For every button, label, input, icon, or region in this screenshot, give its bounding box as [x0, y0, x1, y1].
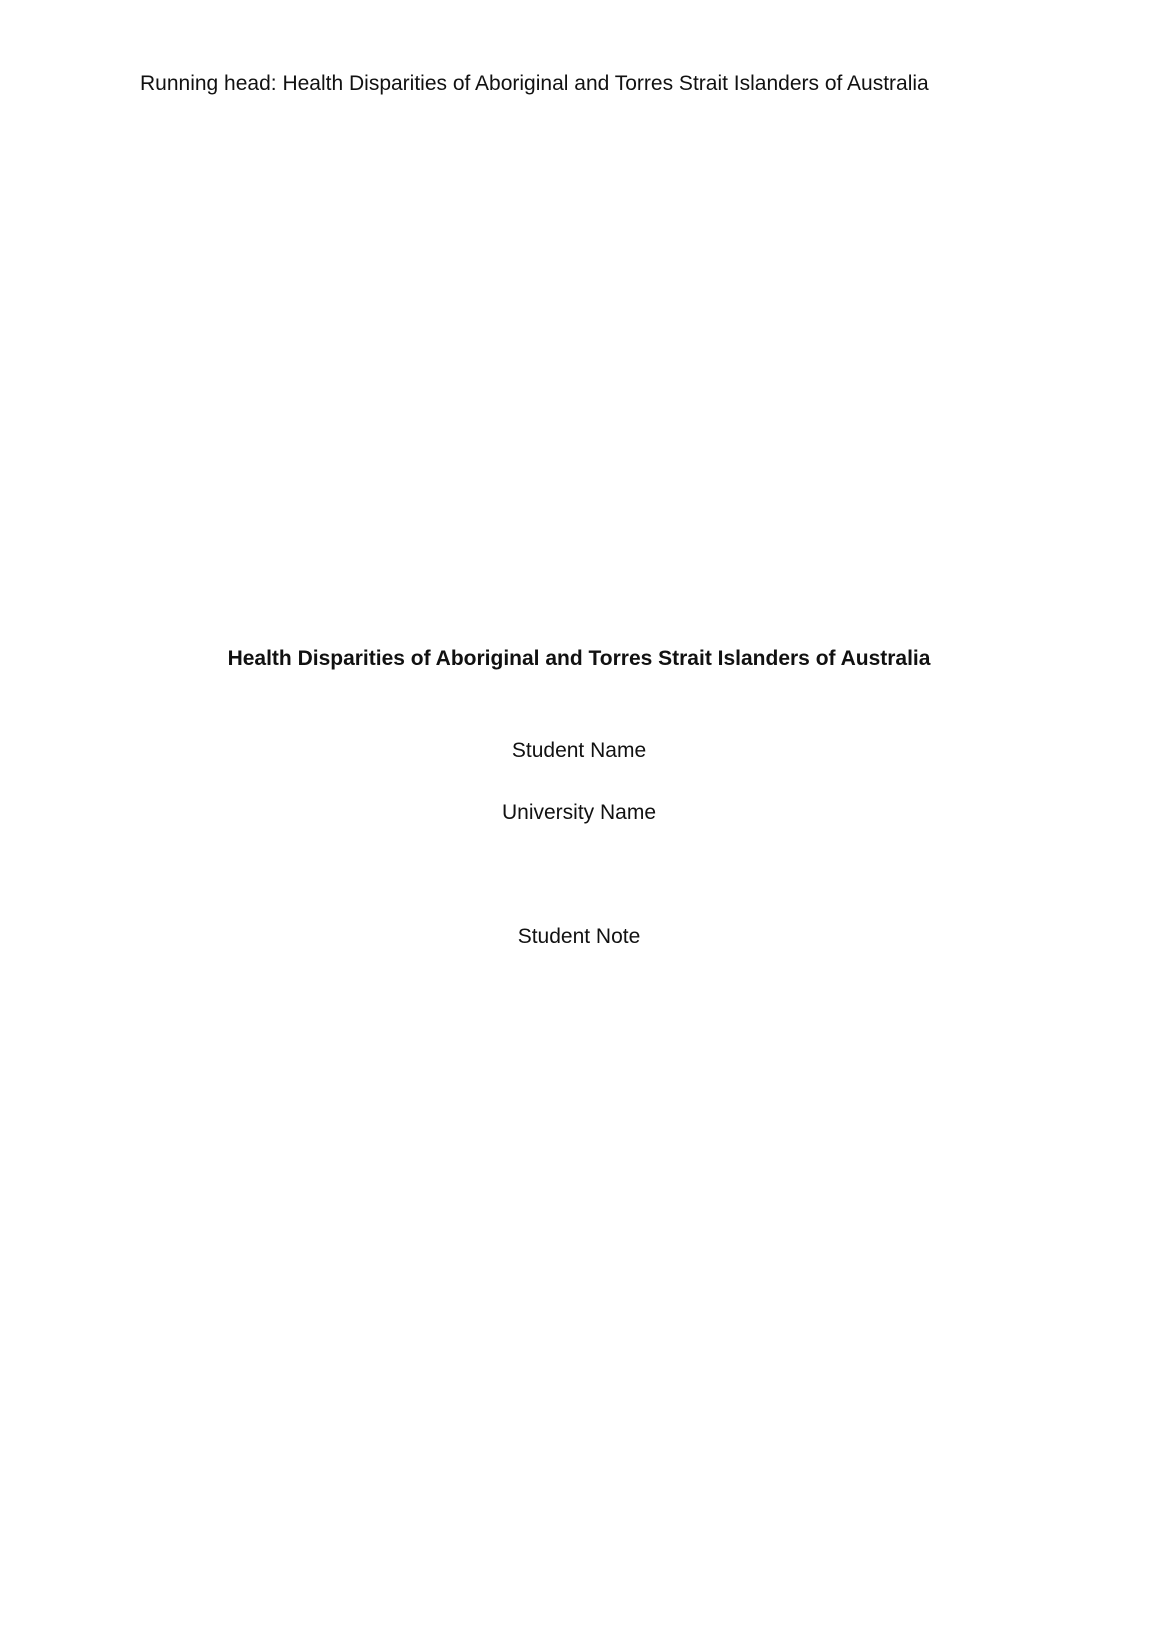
- document-title: Health Disparities of Aboriginal and Torres Strait Islanders of Australia: [227, 647, 931, 670]
- student-name: Student Name: [511, 739, 647, 762]
- student-note: Student Note: [517, 925, 641, 948]
- running-head: Running head: Health Disparities of Aboriginal and Torres Strait Islanders of Australia: [140, 72, 929, 95]
- university-name: University Name: [501, 801, 657, 824]
